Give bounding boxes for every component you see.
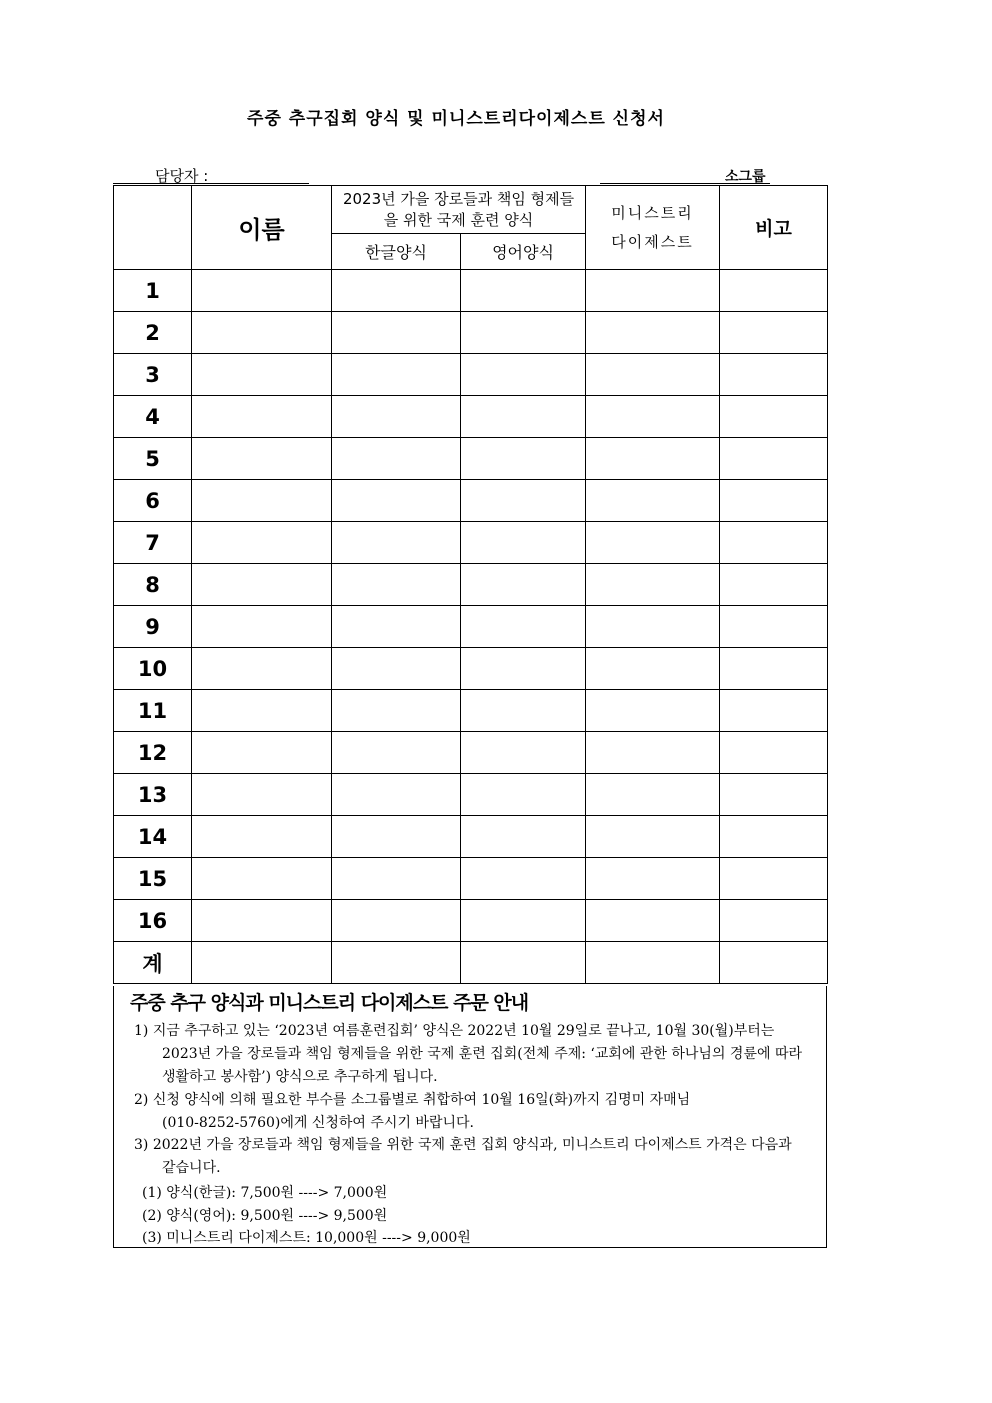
note-cell[interactable] [720,564,828,606]
name-cell[interactable] [192,816,332,858]
row-number: 16 [114,900,192,942]
name-cell[interactable] [192,438,332,480]
digest-cell[interactable] [586,270,720,312]
page-title: 주중 추구집회 양식 및 미니스트리다이제스트 신청서 [247,109,665,129]
name-cell[interactable] [192,396,332,438]
notice-item-1-line2: 2023년 가을 장로들과 책임 형제들을 위한 국제 훈련 집회(전체 주제: ‘교회에 관한 하나님의 경륜에 따라 [162,1046,802,1062]
table-row [114,396,828,438]
digest-cell[interactable] [586,774,720,816]
english-cell[interactable] [461,648,586,690]
row-number: 계 [114,942,192,984]
digest-cell[interactable] [586,900,720,942]
name-cell[interactable] [192,606,332,648]
row-number: 13 [114,774,192,816]
header-training-line2: 을 위한 국제 훈련 양식 [383,210,534,229]
korean-cell[interactable] [332,606,461,648]
english-cell[interactable] [461,564,586,606]
name-cell[interactable] [192,690,332,732]
name-cell[interactable] [192,480,332,522]
note-cell[interactable] [720,312,828,354]
name-cell[interactable] [192,942,332,984]
korean-cell[interactable] [332,648,461,690]
notice-item-1-line1: 1) 지금 추구하고 있는 ‘2023년 여름훈련집회’ 양식은 2022년 10월 29일로 끝나고, 10월 30(월)부터는 [134,1023,775,1039]
notice-item-3-line1: 3) 2022년 가을 장로들과 책임 형제들을 위한 국제 훈련 집회 양식과, 미니스트리 다이제스트 가격은 다음과 [134,1137,792,1153]
header-training-line1: 2023년 가을 장로들과 책임 형제들 [342,189,575,208]
korean-cell[interactable] [332,354,461,396]
note-cell[interactable] [720,396,828,438]
table-row [114,816,828,858]
english-cell[interactable] [461,942,586,984]
korean-cell[interactable] [332,774,461,816]
english-cell[interactable] [461,396,586,438]
notice-item-2 [134,1089,818,1135]
table-row [114,312,828,354]
table-row [114,354,828,396]
row-number: 3 [114,354,192,396]
note-cell[interactable] [720,774,828,816]
notice-item-3 [134,1134,818,1180]
row-number: 10 [114,648,192,690]
korean-cell[interactable] [332,858,461,900]
english-cell[interactable] [461,480,586,522]
table-row [114,648,828,690]
english-cell[interactable] [461,900,586,942]
note-cell[interactable] [720,270,828,312]
application-table [113,185,828,984]
english-cell[interactable] [461,858,586,900]
table-row [114,774,828,816]
header-name: 이름 [192,186,332,270]
price-digest: (3) 미니스트리 다이제스트: 10,000원 ----> 9,000원 [142,1230,471,1246]
header-blank [114,186,192,270]
digest-cell[interactable] [586,396,720,438]
row-number: 4 [114,396,192,438]
note-cell[interactable] [720,522,828,564]
row-number: 15 [114,858,192,900]
korean-cell[interactable] [332,900,461,942]
table-row [114,858,828,900]
table-row [114,270,828,312]
row-number: 11 [114,690,192,732]
korean-cell[interactable] [332,312,461,354]
name-cell[interactable] [192,900,332,942]
name-cell[interactable] [192,648,332,690]
english-cell[interactable] [461,774,586,816]
korean-cell[interactable] [332,270,461,312]
notice-item-2-line2: (010-8252-5760)에게 신청하여 주시기 바랍니다. [162,1115,474,1131]
digest-cell[interactable] [586,480,720,522]
table-row [114,942,828,984]
row-number: 5 [114,438,192,480]
digest-cell[interactable] [586,816,720,858]
english-cell[interactable] [461,690,586,732]
korean-cell[interactable] [332,690,461,732]
digest-cell[interactable] [586,312,720,354]
name-cell[interactable] [192,564,332,606]
digest-cell[interactable] [586,858,720,900]
korean-cell[interactable] [332,942,461,984]
table-row [114,522,828,564]
digest-cell[interactable] [586,354,720,396]
header-digest-line2: 다이제스트 [611,232,694,251]
notice-item-1 [134,1020,818,1089]
row-number: 8 [114,564,192,606]
header-digest [586,186,720,270]
table-row [114,900,828,942]
korean-cell[interactable] [332,732,461,774]
digest-cell[interactable] [586,438,720,480]
notice-item-2-line1: 2) 신청 양식에 의해 필요한 부수를 소그룹별로 취합하여 10월 16일(화)까지 김명미 자매님 [134,1092,691,1108]
english-cell[interactable] [461,438,586,480]
korean-cell[interactable] [332,816,461,858]
digest-cell[interactable] [586,732,720,774]
digest-cell[interactable] [586,942,720,984]
table-row [114,690,828,732]
korean-cell[interactable] [332,564,461,606]
english-cell[interactable] [461,816,586,858]
name-cell[interactable] [192,354,332,396]
note-cell[interactable] [720,480,828,522]
table-row [114,438,828,480]
table-row [114,564,828,606]
price-english: (2) 양식(영어): 9,500원 ----> 9,500원 [142,1208,388,1224]
row-number: 14 [114,816,192,858]
header-digest-line1: 미니스트리 [611,203,694,222]
note-cell[interactable] [720,606,828,648]
english-cell[interactable] [461,732,586,774]
table-row [114,480,828,522]
manager-label: 담당자 : [155,167,209,185]
group-input-line[interactable] [600,183,770,184]
table-row [114,732,828,774]
name-cell[interactable] [192,732,332,774]
english-cell[interactable] [461,522,586,564]
header-english: 영어양식 [461,234,586,270]
header-korean: 한글양식 [332,234,461,270]
digest-cell[interactable] [586,690,720,732]
notice-item-1-line3: 생활하고 봉사함’) 양식으로 추구하게 됩니다. [162,1069,438,1085]
english-cell[interactable] [461,606,586,648]
digest-cell[interactable] [586,522,720,564]
notice-item-3-line2: 같습니다. [162,1160,221,1176]
english-cell[interactable] [461,270,586,312]
english-cell[interactable] [461,312,586,354]
order-notice [113,986,827,1248]
korean-cell[interactable] [332,396,461,438]
row-number: 2 [114,312,192,354]
price-korean: (1) 양식(한글): 7,500원 ----> 7,000원 [142,1185,388,1201]
notice-title: 주중 추구 양식과 미니스트리 다이제스트 주문 안내 [130,992,529,1014]
row-number: 1 [114,270,192,312]
name-cell[interactable] [192,522,332,564]
header-training [332,186,586,234]
manager-input-line[interactable] [113,183,309,184]
english-cell[interactable] [461,354,586,396]
group-label: 소그룹 [725,169,766,185]
note-cell[interactable] [720,900,828,942]
note-cell[interactable] [720,438,828,480]
row-number: 7 [114,522,192,564]
header-note: 비고 [720,186,828,270]
korean-cell[interactable] [332,522,461,564]
row-number: 12 [114,732,192,774]
digest-cell[interactable] [586,648,720,690]
note-cell[interactable] [720,816,828,858]
note-cell[interactable] [720,858,828,900]
korean-cell[interactable] [332,438,461,480]
digest-cell[interactable] [586,564,720,606]
name-cell[interactable] [192,312,332,354]
row-number: 9 [114,606,192,648]
digest-cell[interactable] [586,606,720,648]
korean-cell[interactable] [332,480,461,522]
note-cell[interactable] [720,354,828,396]
note-cell[interactable] [720,648,828,690]
name-cell[interactable] [192,858,332,900]
table-row [114,606,828,648]
note-cell[interactable] [720,942,828,984]
name-cell[interactable] [192,270,332,312]
name-cell[interactable] [192,774,332,816]
row-number: 6 [114,480,192,522]
note-cell[interactable] [720,732,828,774]
note-cell[interactable] [720,690,828,732]
